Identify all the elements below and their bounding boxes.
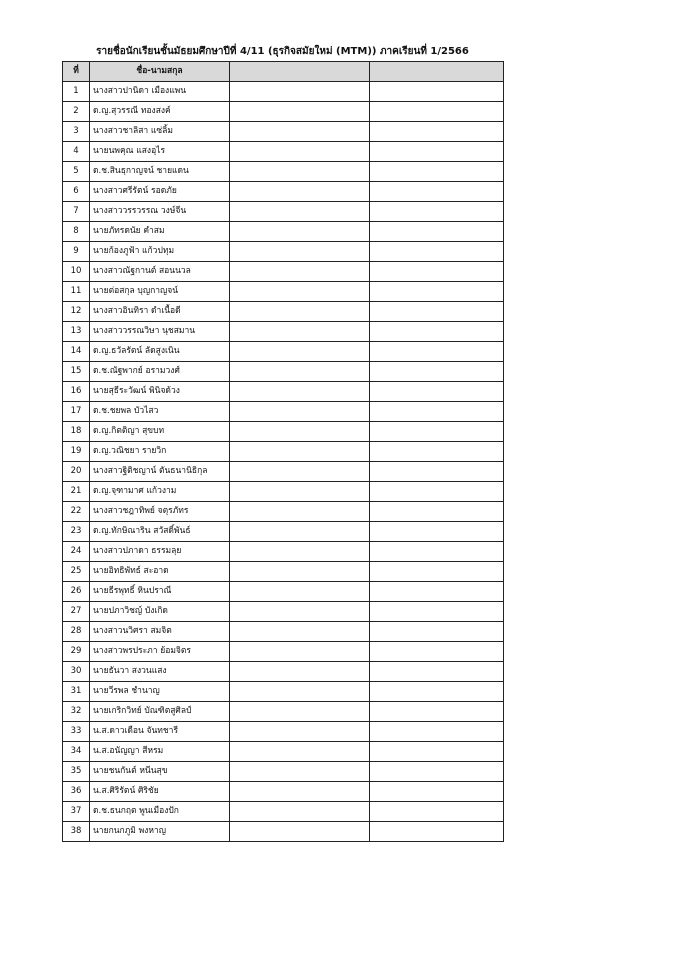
blank-cell — [370, 122, 504, 142]
blank-cell — [370, 782, 504, 802]
blank-cell — [230, 622, 370, 642]
table-row — [63, 382, 504, 402]
student-name: นายกนกภูมิ พงหาญ — [90, 822, 230, 842]
table-row — [63, 262, 504, 282]
blank-cell — [230, 522, 370, 542]
student-name: ด.ญ.ธวัลรัตน์ ลัดสูงเนิน — [90, 342, 230, 362]
blank-cell — [230, 742, 370, 762]
table-row — [63, 802, 504, 822]
row-number: 15 — [63, 362, 90, 382]
row-number: 9 — [63, 242, 90, 262]
row-number: 2 — [63, 102, 90, 122]
blank-cell — [370, 202, 504, 222]
blank-cell — [230, 662, 370, 682]
blank-cell — [370, 682, 504, 702]
blank-cell — [370, 102, 504, 122]
row-number: 16 — [63, 382, 90, 402]
student-name: นางสาวศรีรัตน์ รอดภัย — [90, 182, 230, 202]
row-number: 31 — [63, 682, 90, 702]
student-name: นางสาวฐิติชญาน์ ตันธนานิธิกุล — [90, 462, 230, 482]
table-row — [63, 122, 504, 142]
student-name: นางสาวพรประภา ย้อมจิตร — [90, 642, 230, 662]
blank-cell — [230, 82, 370, 102]
row-number: 17 — [63, 402, 90, 422]
blank-cell — [230, 342, 370, 362]
blank-cell — [230, 262, 370, 282]
blank-cell — [370, 322, 504, 342]
table-row — [63, 702, 504, 722]
blank-cell — [370, 602, 504, 622]
blank-cell — [370, 462, 504, 482]
blank-cell — [230, 422, 370, 442]
blank-cell — [230, 602, 370, 622]
student-name: ด.ช.ธนกฤต พูนเมืองปัก — [90, 802, 230, 822]
blank-cell — [370, 142, 504, 162]
blank-cell — [230, 402, 370, 422]
table-row — [63, 162, 504, 182]
student-name: ด.ญ.กิตติญา สุขบท — [90, 422, 230, 442]
student-name: น.ส.ศิริรัตน์ ศิริชัย — [90, 782, 230, 802]
blank-cell — [370, 362, 504, 382]
student-name: นายภัทรดนัย คำสม — [90, 222, 230, 242]
row-number: 10 — [63, 262, 90, 282]
blank-cell — [370, 502, 504, 522]
table-row — [63, 182, 504, 202]
row-number: 34 — [63, 742, 90, 762]
student-name: นายธันวา สงวนแสง — [90, 662, 230, 682]
row-number: 21 — [63, 482, 90, 502]
header-number: ที่ — [63, 62, 90, 82]
row-number: 18 — [63, 422, 90, 442]
table-row — [63, 202, 504, 222]
blank-cell — [230, 762, 370, 782]
blank-cell — [370, 522, 504, 542]
table-header-row — [63, 62, 504, 82]
table-row — [63, 282, 504, 302]
table-row — [63, 722, 504, 742]
student-name: นายชนกันต์ หนีนสุข — [90, 762, 230, 782]
blank-cell — [370, 702, 504, 722]
blank-cell — [230, 242, 370, 262]
blank-cell — [230, 462, 370, 482]
blank-cell — [370, 402, 504, 422]
student-name: นางสาวนวิศรา สมจิต — [90, 622, 230, 642]
blank-cell — [370, 722, 504, 742]
blank-cell — [230, 442, 370, 462]
table-row — [63, 422, 504, 442]
blank-cell — [230, 202, 370, 222]
blank-cell — [370, 82, 504, 102]
blank-cell — [230, 802, 370, 822]
student-name: นางสาววรรณวิษา นุชสมาน — [90, 322, 230, 342]
table-row — [63, 562, 504, 582]
blank-cell — [370, 642, 504, 662]
blank-cell — [370, 802, 504, 822]
table-row — [63, 482, 504, 502]
blank-cell — [370, 622, 504, 642]
student-name: นายก้องภูฟ้า แก้วปทุม — [90, 242, 230, 262]
student-roster-table — [62, 61, 504, 842]
student-name: นางสาวชาลิสา แซ่ลิ้ม — [90, 122, 230, 142]
table-row — [63, 542, 504, 562]
table-row — [63, 442, 504, 462]
table-row — [63, 762, 504, 782]
student-name: น.ส.ดาวเดือน จันทชารี — [90, 722, 230, 742]
row-number: 30 — [63, 662, 90, 682]
student-name: ด.ช.สินธุกาญจน์ ชายแดน — [90, 162, 230, 182]
table-row — [63, 662, 504, 682]
student-name: นางสาววรรวรรณ วงษ์จีน — [90, 202, 230, 222]
blank-cell — [230, 222, 370, 242]
row-number: 32 — [63, 702, 90, 722]
row-number: 14 — [63, 342, 90, 362]
table-row — [63, 362, 504, 382]
blank-cell — [230, 822, 370, 842]
student-name: ด.ญ.ทักษิณาริน สวัสดิ์พันธ์ — [90, 522, 230, 542]
blank-cell — [230, 542, 370, 562]
row-number: 26 — [63, 582, 90, 602]
student-name: นายอิทธิพัทธ์ สะอาด — [90, 562, 230, 582]
header-full-name: ชื่อ-นามสกุล — [90, 62, 230, 82]
row-number: 25 — [63, 562, 90, 582]
blank-cell — [230, 682, 370, 702]
student-name: นางสาวอินทิรา ดำเนื้อดี — [90, 302, 230, 322]
blank-cell — [230, 482, 370, 502]
student-name: นางสาวปานิดา เมืองแพน — [90, 82, 230, 102]
blank-cell — [230, 562, 370, 582]
header-blank-1 — [230, 62, 370, 82]
blank-cell — [370, 762, 504, 782]
row-number: 4 — [63, 142, 90, 162]
row-number: 23 — [63, 522, 90, 542]
table-row — [63, 682, 504, 702]
blank-cell — [370, 542, 504, 562]
blank-cell — [230, 702, 370, 722]
student-name: นายวีรพล ชำนาญ — [90, 682, 230, 702]
row-number: 13 — [63, 322, 90, 342]
header-blank-2 — [370, 62, 504, 82]
row-number: 5 — [63, 162, 90, 182]
table-row — [63, 222, 504, 242]
blank-cell — [370, 302, 504, 322]
row-number: 7 — [63, 202, 90, 222]
table-row — [63, 522, 504, 542]
student-name: นายสุธีระวัฒน์ พินิจด้วง — [90, 382, 230, 402]
blank-cell — [230, 362, 370, 382]
student-name: ด.ญ.สุวรรณี ทองสงค์ — [90, 102, 230, 122]
row-number: 11 — [63, 282, 90, 302]
blank-cell — [370, 282, 504, 302]
blank-cell — [230, 162, 370, 182]
blank-cell — [370, 482, 504, 502]
blank-cell — [230, 582, 370, 602]
blank-cell — [230, 782, 370, 802]
blank-cell — [370, 382, 504, 402]
student-name: ด.ญ.จุฑามาศ แก้วงาม — [90, 482, 230, 502]
blank-cell — [370, 262, 504, 282]
student-name: นายเกริกวิทย์ บัณฑิตสูศิลป์ — [90, 702, 230, 722]
blank-cell — [230, 382, 370, 402]
row-number: 8 — [63, 222, 90, 242]
row-number: 1 — [63, 82, 90, 102]
table-body — [63, 82, 504, 842]
blank-cell — [370, 442, 504, 462]
row-number: 27 — [63, 602, 90, 622]
student-name: นางสาวณัฐกานต์ สอนนวล — [90, 262, 230, 282]
row-number: 35 — [63, 762, 90, 782]
blank-cell — [230, 182, 370, 202]
blank-cell — [370, 662, 504, 682]
row-number: 20 — [63, 462, 90, 482]
blank-cell — [230, 282, 370, 302]
row-number: 33 — [63, 722, 90, 742]
table-row — [63, 622, 504, 642]
blank-cell — [230, 122, 370, 142]
student-name: ด.ช.ชยพล บัวไสว — [90, 402, 230, 422]
row-number: 28 — [63, 622, 90, 642]
blank-cell — [370, 562, 504, 582]
blank-cell — [230, 322, 370, 342]
blank-cell — [370, 162, 504, 182]
blank-cell — [230, 502, 370, 522]
row-number: 36 — [63, 782, 90, 802]
blank-cell — [230, 142, 370, 162]
table-row — [63, 502, 504, 522]
blank-cell — [370, 222, 504, 242]
blank-cell — [230, 722, 370, 742]
table-row — [63, 782, 504, 802]
student-name: น.ส.อนัญญา สีหรม — [90, 742, 230, 762]
table-row — [63, 342, 504, 362]
table-row — [63, 302, 504, 322]
student-name: ด.ญ.วณิชยา รายวิก — [90, 442, 230, 462]
blank-cell — [230, 102, 370, 122]
blank-cell — [370, 342, 504, 362]
row-number: 19 — [63, 442, 90, 462]
table-row — [63, 822, 504, 842]
blank-cell — [230, 642, 370, 662]
student-name: นายนพคุณ แสงอุไร — [90, 142, 230, 162]
blank-cell — [370, 822, 504, 842]
row-number: 22 — [63, 502, 90, 522]
table-row — [63, 602, 504, 622]
student-name: ด.ช.ณัฐพากย์ อรามวงศ์ — [90, 362, 230, 382]
page-title: รายชื่อนักเรียนชั้นมัธยมศึกษาปีที่ 4/11 (ธุรกิจสมัยใหม่ (MTM)) ภาคเรียนที่ 1/2566 — [96, 46, 469, 57]
table-row — [63, 242, 504, 262]
table-row — [63, 402, 504, 422]
row-number: 24 — [63, 542, 90, 562]
table-row — [63, 742, 504, 762]
student-name: นายต่อสกุล บุญกาญจน์ — [90, 282, 230, 302]
row-number: 3 — [63, 122, 90, 142]
blank-cell — [370, 742, 504, 762]
row-number: 12 — [63, 302, 90, 322]
row-number: 38 — [63, 822, 90, 842]
table-row — [63, 142, 504, 162]
blank-cell — [230, 302, 370, 322]
table-row — [63, 582, 504, 602]
student-name: นายปภาวิชญ์ บังเกิด — [90, 602, 230, 622]
row-number: 6 — [63, 182, 90, 202]
row-number: 29 — [63, 642, 90, 662]
student-name: นางสาวชฎาทิพย์ จตุรภัทร — [90, 502, 230, 522]
table-row — [63, 102, 504, 122]
blank-cell — [370, 242, 504, 262]
table-row — [63, 642, 504, 662]
table-row — [63, 462, 504, 482]
blank-cell — [370, 422, 504, 442]
blank-cell — [370, 582, 504, 602]
row-number: 37 — [63, 802, 90, 822]
table-row — [63, 82, 504, 102]
student-name: นายธีรพุทธิ์ หินปราณี — [90, 582, 230, 602]
blank-cell — [370, 182, 504, 202]
table-row — [63, 322, 504, 342]
student-name: นางสาวปภาดา ธรรมลุย — [90, 542, 230, 562]
